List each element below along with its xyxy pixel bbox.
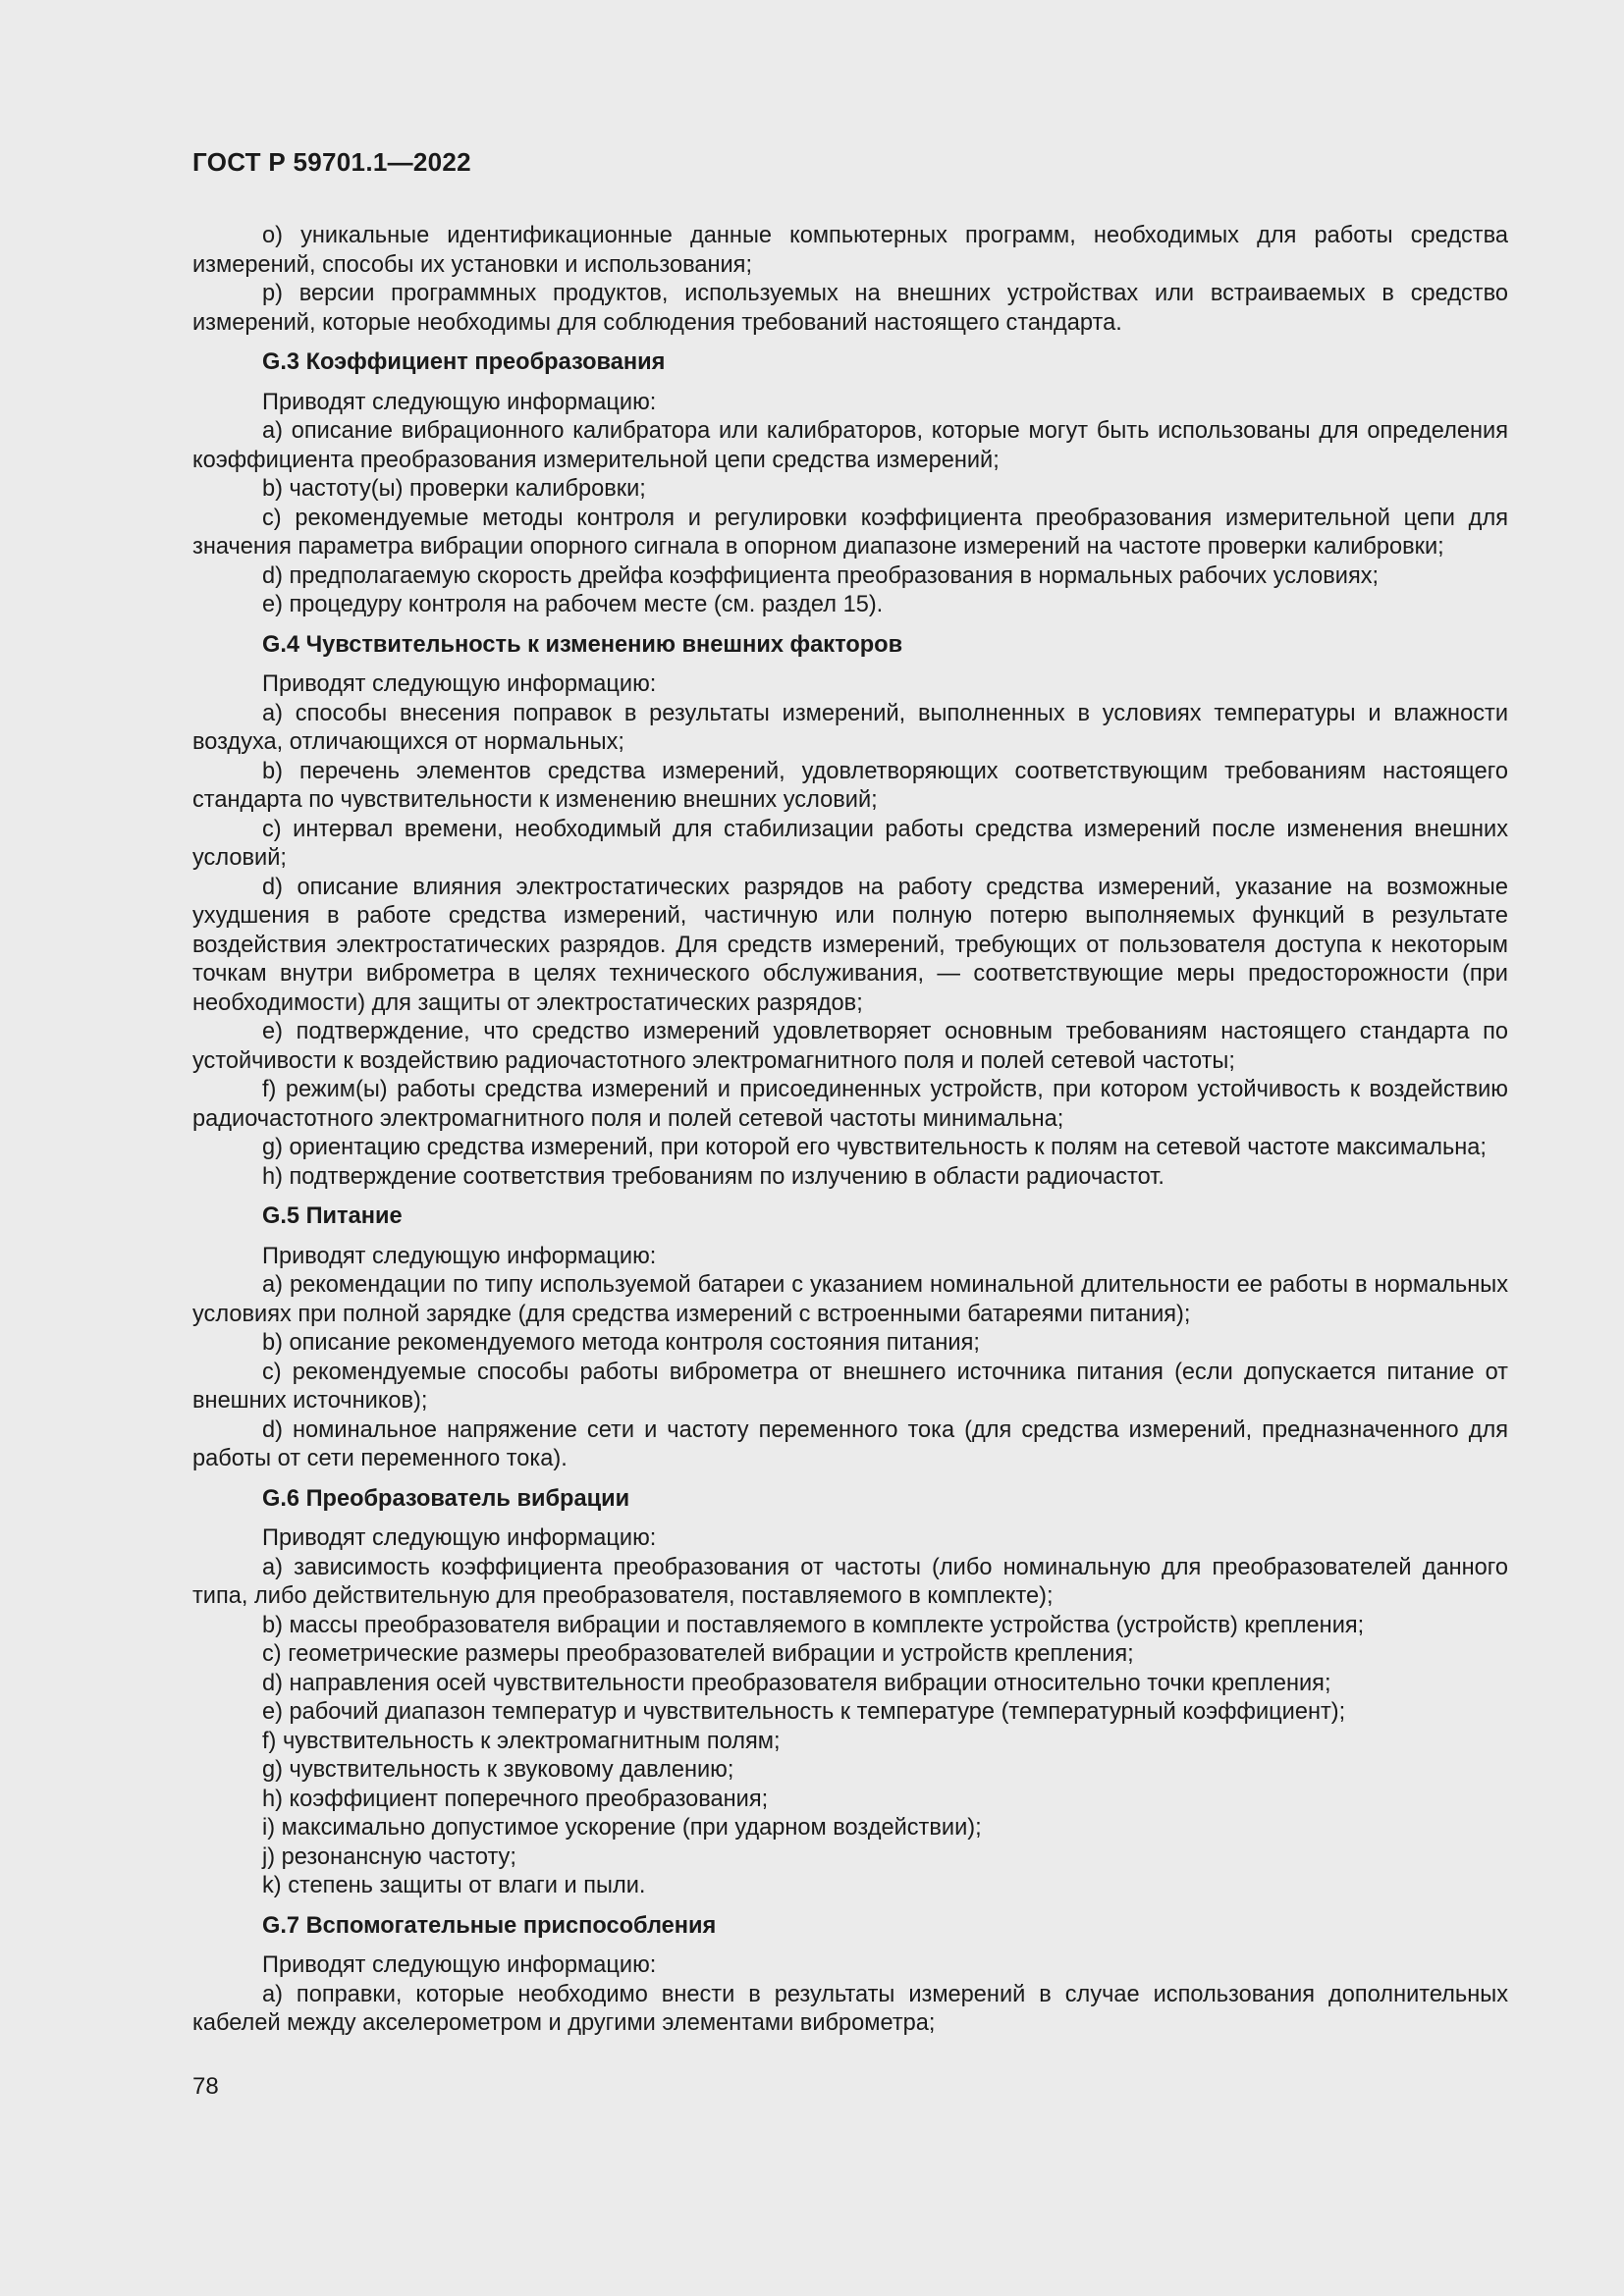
page-number: 78 [192,2073,219,2100]
list-item: e) рабочий диапазон температур и чувствительность к температуре (температурный коэффициент); [262,1699,1346,1725]
list-item: a) описание вибрационного калибратора или калибраторов, которые могут быть использованы для определения коэффициента преобразования измерительной цепи средства измерений; [192,418,1508,473]
list-item: f) режим(ы) работы средства измерений и присоединенных устройств, при котором устойчивость к воздействию радиочастотного электромагнитного поля и полей сетевой частоты минимальна; [192,1077,1508,1132]
section-g5 [192,1202,1508,1474]
list-item: g) ориентацию средства измерений, при которой его чувствительность к полям на сетевой частоте максимальна; [262,1135,1487,1160]
section-heading: G.6 Преобразователь вибрации [262,1485,630,1512]
list-item: a) зависимость коэффициента преобразования от частоты (либо номинальную для преобразователей данного типа, либо действительную для преобразователя, поставляемого в комплекте); [192,1554,1508,1609]
list-item: b) описание рекомендуемого метода контроля состояния питания; [262,1330,980,1356]
list-item: k) степень защиты от влаги и пыли. [262,1873,646,1898]
list-item: j) резонансную частоту; [262,1843,516,1870]
list-item: b) массы преобразователя вибрации и поставляемого в комплекте устройства (устройств) крепления; [262,1612,1365,1638]
section-g3 [192,348,1508,620]
list-item: f) чувствительность к электромагнитным полям; [262,1728,781,1754]
list-item: a) поправки, которые необходимо внести в результаты измерений в случае использования дополнительных кабелей между акселерометром и другими элементами виброметра; [192,1981,1508,2036]
section-g7 [192,1912,1508,2039]
list-item: c) рекомендуемые способы работы виброметра от внешнего источника питания (если допускается питание от внешних источников); [192,1359,1508,1414]
list-item: c) интервал времени, необходимый для стабилизации работы средства измерений после изменения внешних условий; [192,816,1508,871]
list-item: d) номинальное напряжение сети и частоту переменного тока (для средства измерений, предназначенного для работы от сети переменного тока). [192,1416,1508,1471]
section-lead: Приводят следующую информацию: [262,1243,657,1269]
list-item: g) чувствительность к звуковому давлению; [262,1757,734,1783]
list-item: e) подтверждение, что средство измерений удовлетворяет основным требованиям настоящего стандарта по устойчивости к воздействию радиочастотного электромагнитного поля и полей сетевой частоты; [192,1019,1508,1074]
list-item: b) частоту(ы) проверки калибровки; [262,476,646,502]
section-lead: Приводят следующую информацию: [262,1525,657,1551]
section-heading: G.4 Чувствительность к изменению внешних факторов [262,631,903,658]
list-item: p) версии программных продуктов, используемых на внешних устройствах или встраиваемых в средство измерений, которые необходимы для соблюдения требований настоящего стандарта. [192,281,1508,336]
list-item: o) уникальные идентификационные данные компьютерных программ, необходимых для работы средства измерений, способы их установки и использования; [192,223,1508,278]
section-lead: Приводят следующую информацию: [262,1952,657,1978]
list-item: d) направления осей чувствительности преобразователя вибрации относительно точки крепления; [262,1670,1331,1696]
list-item: c) рекомендуемые методы контроля и регулировки коэффициента преобразования измерительной цепи для значения параметра вибрации опорного сигнала в опорном диапазоне измерений на частоте проверки калибровки; [192,505,1508,560]
section-lead: Приводят следующую информацию: [262,389,657,415]
document-header: ГОСТ Р 59701.1—2022 [192,147,471,177]
list-item: d) описание влияния электростатических разрядов на работу средства измерений, указание на возможные ухудшения в работе средства измерений, частичную или полную потерю выполняемых функций в результате воздействия электростатических разрядов. Для средств измерений, требующих от пользователя доступа к некоторым точкам внутри виброметра в целях технического обслуживания, — соответствующие меры предосторожности (при необходимости) для защиты от электростатических разрядов; [192,874,1508,1016]
section-heading: G.7 Вспомогательные приспособления [262,1912,717,1939]
section-heading: G.3 Коэффициент преобразования [262,349,666,375]
list-item: h) коэффициент поперечного преобразования; [262,1786,769,1812]
list-item: d) предполагаемую скорость дрейфа коэффициента преобразования в нормальных рабочих условиях; [262,562,1380,589]
list-item: b) перечень элементов средства измерений, удовлетворяющих соответствующим требованиям настоящего стандарта по чувствительности к изменению внешних условий; [192,758,1508,813]
section-g4 [192,631,1508,1193]
document-body [192,222,1508,2039]
list-item: a) рекомендации по типу используемой батареи с указанием номинальной длительности ее работы в нормальных условиях при полной зарядке (для средства измерений с встроенными батареями питания); [192,1272,1508,1327]
list-item: h) подтверждение соответствия требованиям по излучению в области радиочастот. [262,1163,1164,1190]
section-heading: G.5 Питание [262,1203,403,1229]
list-item: i) максимально допустимое ускорение (при ударном воздействии); [262,1815,982,1841]
list-item: c) геометрические размеры преобразователей вибрации и устройств крепления; [262,1641,1134,1667]
list-item: e) процедуру контроля на рабочем месте (см. раздел 15). [262,592,884,617]
list-item: a) способы внесения поправок в результаты измерений, выполненных в условиях температуры и влажности воздуха, отличающихся от нормальных; [192,700,1508,755]
section-g6 [192,1485,1508,1901]
section-lead: Приводят следующую информацию: [262,671,657,697]
